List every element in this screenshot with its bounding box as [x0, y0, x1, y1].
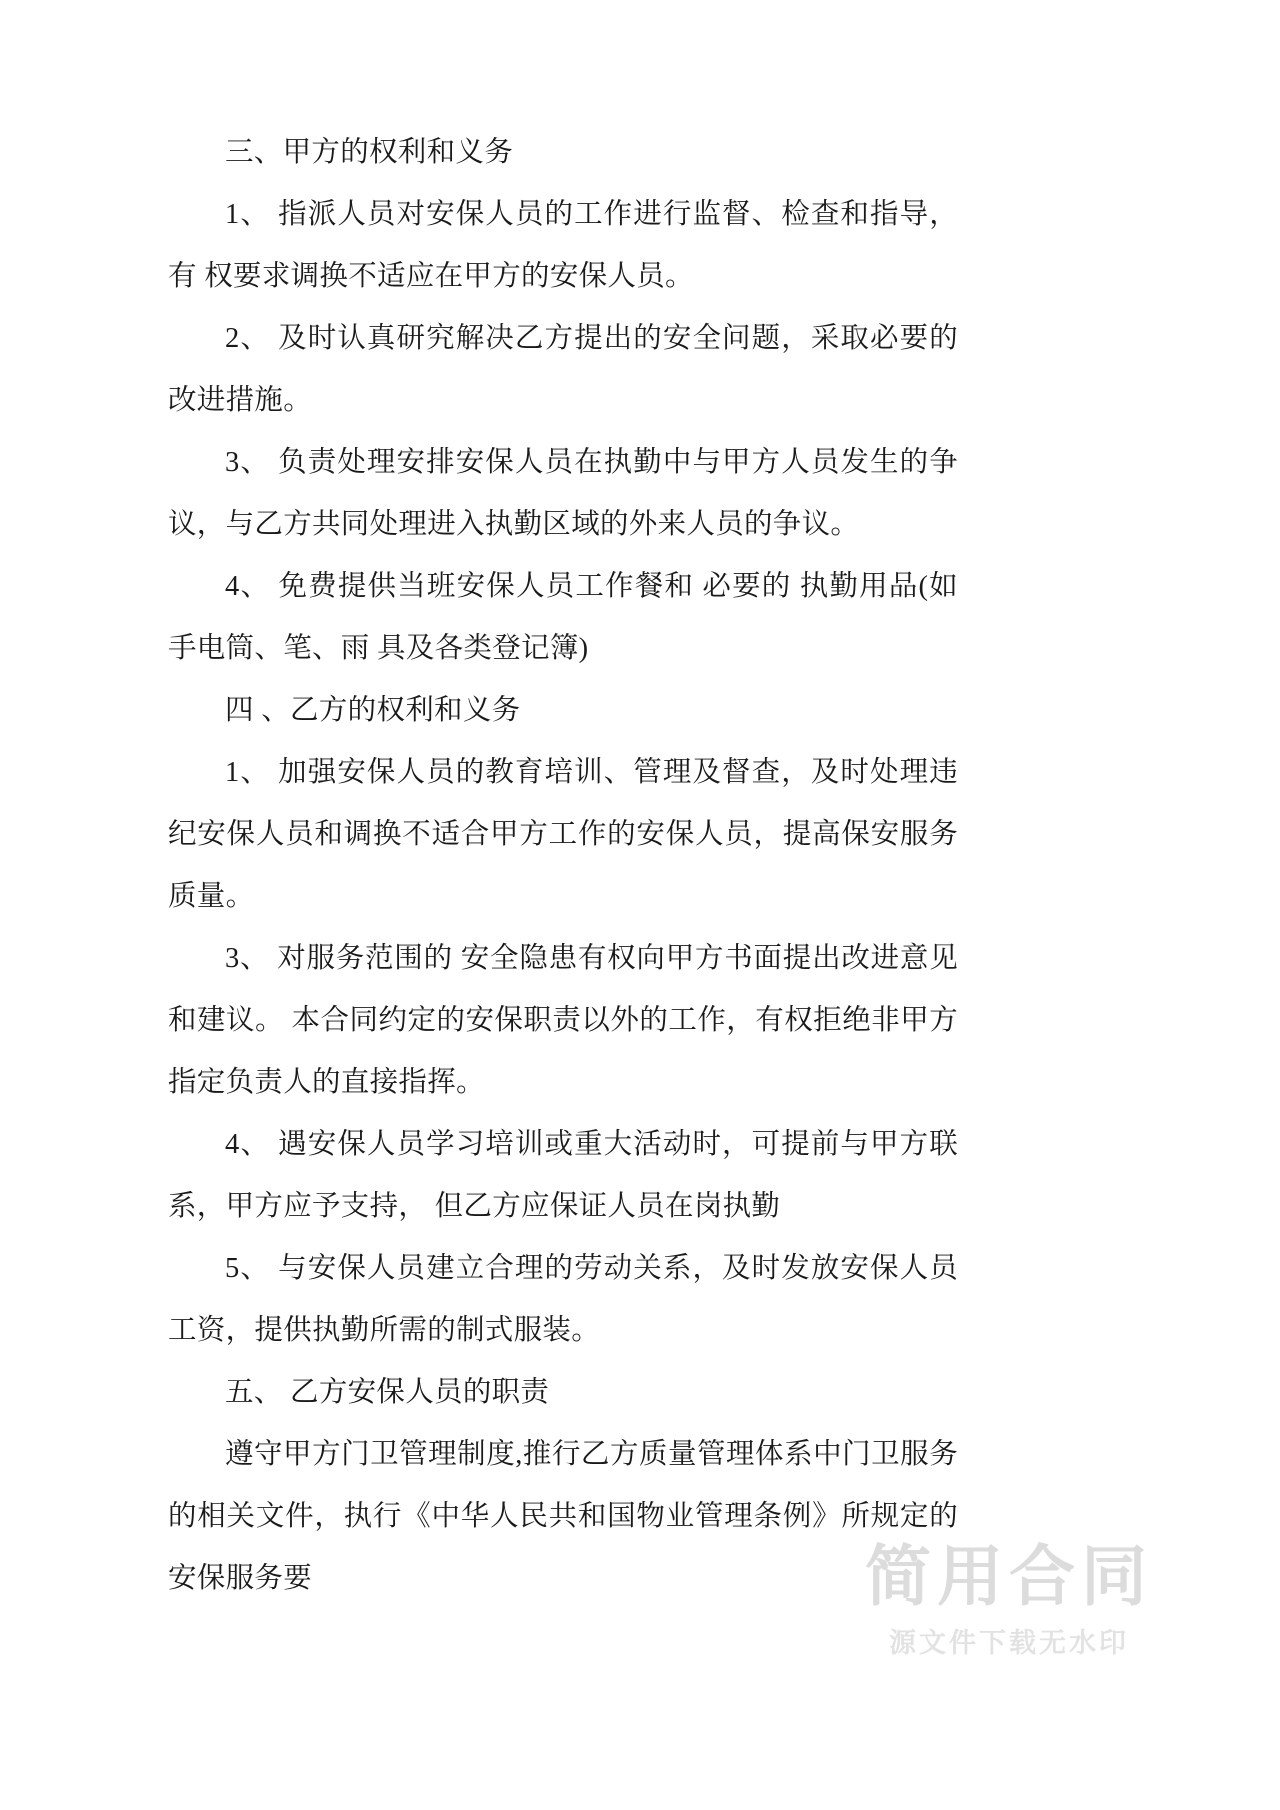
clause-4-3: 3、 对服务范围的 安全隐患有权向甲方书面提出改进意见和建议。 本合同约定的安保职责以外的工作，有权拒绝非甲方指定负责人的直接指挥。: [168, 943, 958, 1098]
watermark-sub-text: 源文件下载无水印: [889, 1628, 1129, 1659]
clause-3-4: 4、 免费提供当班安保人员工作餐和 必要的 执勤用品(如手电筒、笔、雨 具及各类登记簿): [168, 571, 958, 664]
clause-5-body: 遵守甲方门卫管理制度,推行乙方质量管理体系中门卫服务的相关文件，执行《中华人民共和国物业管理条例》所规定的安保服务要: [168, 1439, 958, 1594]
document-body: [168, 122, 958, 1610]
clause-4-5: 5、 与安保人员建立合理的劳动关系，及时发放安保人员工资，提供执勤所需的制式服装。: [168, 1253, 958, 1346]
watermark-main-text: 简用合同: [865, 1537, 1153, 1615]
clause-3-3: 3、 负责处理安排安保人员在执勤中与甲方人员发生的争议，与乙方共同处理进入执勤区域的外来人员的争议。: [168, 447, 958, 540]
clause-4-1: 1、 加强安保人员的教育培训、管理及督查，及时处理违纪安保人员和调换不适合甲方工作的安保人员，提高保安服务质量。: [168, 757, 958, 912]
clause-3-2: 2、 及时认真研究解决乙方提出的安全问题，采取必要的改进措施。: [168, 323, 958, 416]
clause-4-4: 4、 遇安保人员学习培训或重大活动时，可提前与甲方联系，甲方应予支持， 但乙方应保证人员在岗执勤: [168, 1129, 958, 1222]
section-heading-3: 三、甲方的权利和义务: [225, 137, 514, 168]
clause-3-1: 1、 指派人员对安保人员的工作进行监督、检查和指导，有 权要求调换不适应在甲方的安保人员。: [168, 199, 958, 292]
section-heading-4: 四 、乙方的权利和义务: [225, 695, 521, 726]
section-heading-5: 五、 乙方安保人员的职责: [225, 1377, 550, 1408]
